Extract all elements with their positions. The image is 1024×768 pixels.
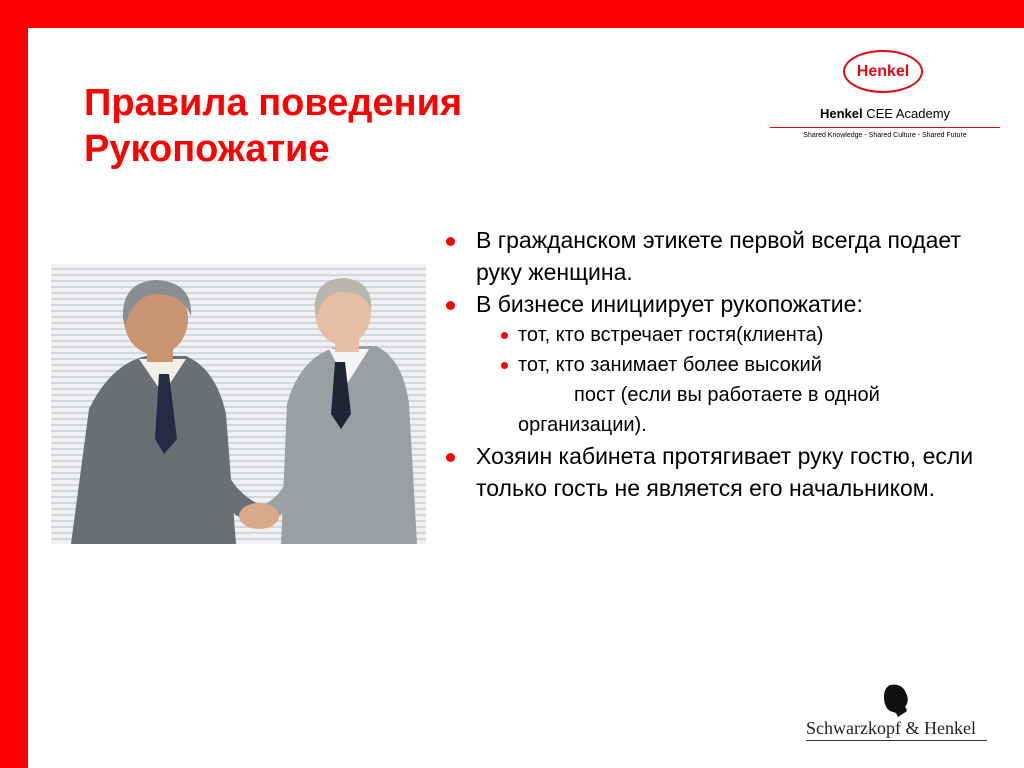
top-red-frame <box>0 0 1024 28</box>
bullet-dot-icon <box>501 332 508 339</box>
bullet-list <box>446 224 1006 504</box>
academy-label <box>770 106 1000 121</box>
bullet-item <box>446 288 1006 320</box>
sub-bullet-text: тот, кто встречает гостя(клиента) <box>518 324 824 346</box>
sub-bullet-item <box>446 350 1006 410</box>
slide-title <box>84 80 462 172</box>
bullet-dot-icon <box>446 301 455 310</box>
left-red-frame <box>0 0 28 768</box>
footer-logo-underline <box>806 740 987 741</box>
title-line-1: Правила поведения <box>84 82 463 124</box>
schwarzkopf-henkel-logo: Schwarzkopf & Henkel <box>806 718 976 738</box>
bullet-dot-icon <box>446 453 455 462</box>
bullet-dot-icon <box>446 237 455 246</box>
academy-rest: CEE Academy <box>862 106 951 121</box>
sub-bullet-text-line-3: организации). <box>518 414 647 436</box>
bullet-text: В гражданском этикете первой всегда подает руку женщина. <box>476 227 961 285</box>
sub-bullet-item <box>446 320 1006 350</box>
academy-bold: Henkel <box>819 106 863 121</box>
logo-divider <box>770 127 1000 128</box>
bullet-item <box>446 440 1006 504</box>
bullet-text: В бизнесе инициирует рукопожатие: <box>476 291 863 317</box>
sub-bullet-text-line-1: тот, кто занимает более высокий <box>518 354 822 376</box>
henkel-logo-text: Henkel <box>856 62 910 80</box>
bullet-item <box>446 224 1006 288</box>
bullet-text: Хозяин кабинета протягивает руку гостю, если только гость не является его начальником. <box>476 443 974 501</box>
bullet-dot-icon <box>501 362 508 369</box>
henkel-logo <box>843 50 923 93</box>
title-line-2: Рукопожатие <box>84 128 330 170</box>
handshake-photo <box>51 264 426 544</box>
academy-tagline: Shared Knowledge - Shared Culture - Shared Future <box>803 132 967 139</box>
sub-bullet-continuation <box>446 410 1006 440</box>
sub-bullet-text-line-2: пост (если вы работаете в одной <box>574 384 880 406</box>
